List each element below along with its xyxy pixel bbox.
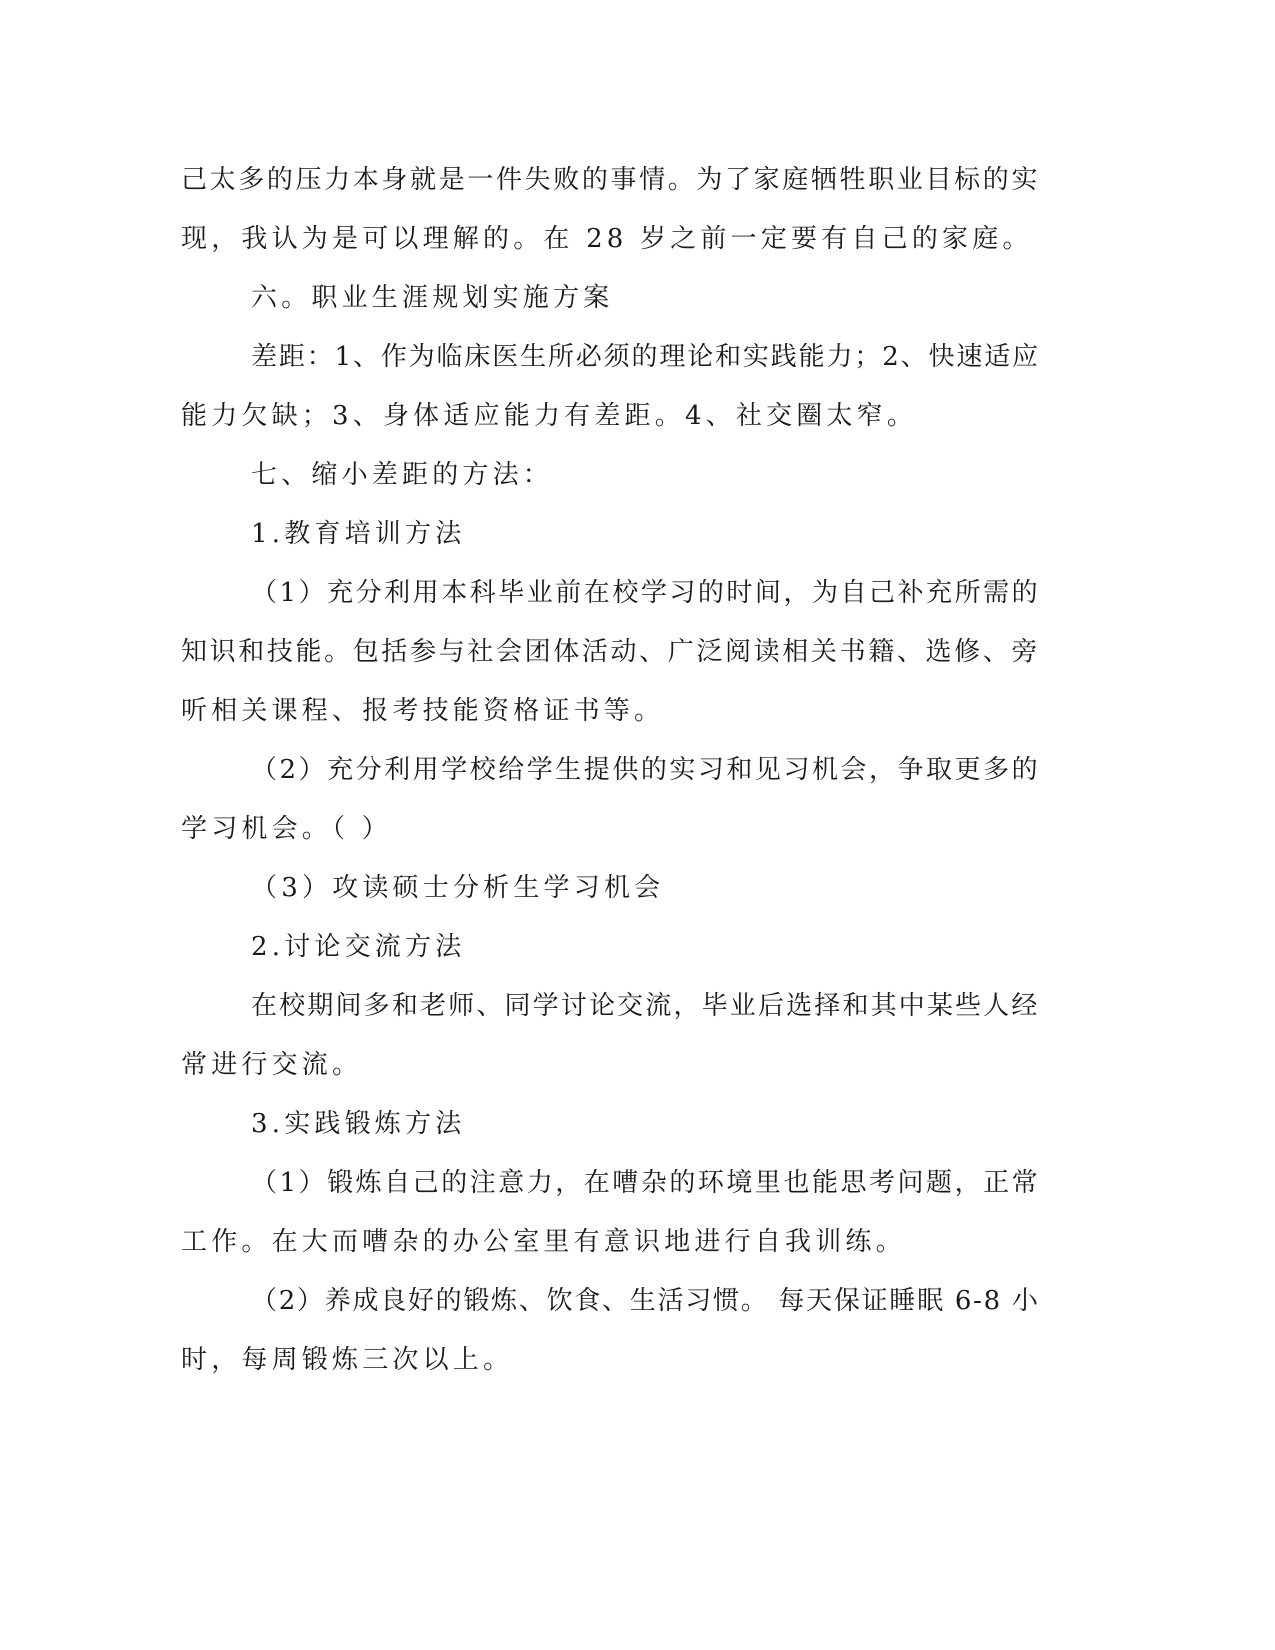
section-heading: 七、缩小差距的方法： <box>251 460 554 490</box>
text-line: 己太多的压力本身就是一件失败的事情。为了家庭牺牲职业目标的实 <box>181 165 1041 195</box>
subsection-heading: 3.实践锻炼方法 <box>251 1109 466 1139</box>
text-line: （3）攻读硕士分析生学习机会 <box>251 873 665 903</box>
text-line: 能力欠缺；3、身体适应能力有差距。4、社交圈太窄。 <box>181 401 918 431</box>
text-line: 知识和技能。包括参与社会团体活动、广泛阅读相关书籍、选修、旁 <box>181 637 1041 667</box>
text-line: 差距：1、作为临床医生所必须的理论和实践能力；2、快速适应 <box>251 342 1040 372</box>
subsection-heading: 2.讨论交流方法 <box>251 932 466 962</box>
text-line: （2）充分利用学校给学生提供的实习和见习机会，争取更多的 <box>251 755 1041 785</box>
section-heading: 六。职业生涯规划实施方案 <box>251 283 614 313</box>
text-line: （1）锻炼自己的注意力，在嘈杂的环境里也能思考问题，正常 <box>251 1168 1041 1198</box>
text-line: （1）充分利用本科毕业前在校学习的时间，为自己补充所需的 <box>251 578 1041 608</box>
text-line: 学习机会。（ ） <box>181 814 392 844</box>
text-line: 时，每周锻炼三次以上。 <box>181 1345 514 1375</box>
text-line: 工作。在大而嘈杂的办公室里有意识地进行自我训练。 <box>181 1227 906 1257</box>
text-line: 在校期间多和老师、同学讨论交流，毕业后选择和其中某些人经 <box>251 991 1040 1021</box>
text-line: （2）养成良好的锻炼、饮食、生活习惯。 每天保证睡眠 6-8 小 <box>251 1286 1040 1316</box>
text-line: 常进行交流。 <box>181 1050 363 1080</box>
subsection-heading: 1.教育培训方法 <box>251 519 466 549</box>
text-line: 现，我认为是可以理解的。在 28 岁之前一定要有自己的家庭。 <box>181 224 1033 254</box>
text-line: 听相关课程、报考技能资格证书等。 <box>181 696 665 726</box>
